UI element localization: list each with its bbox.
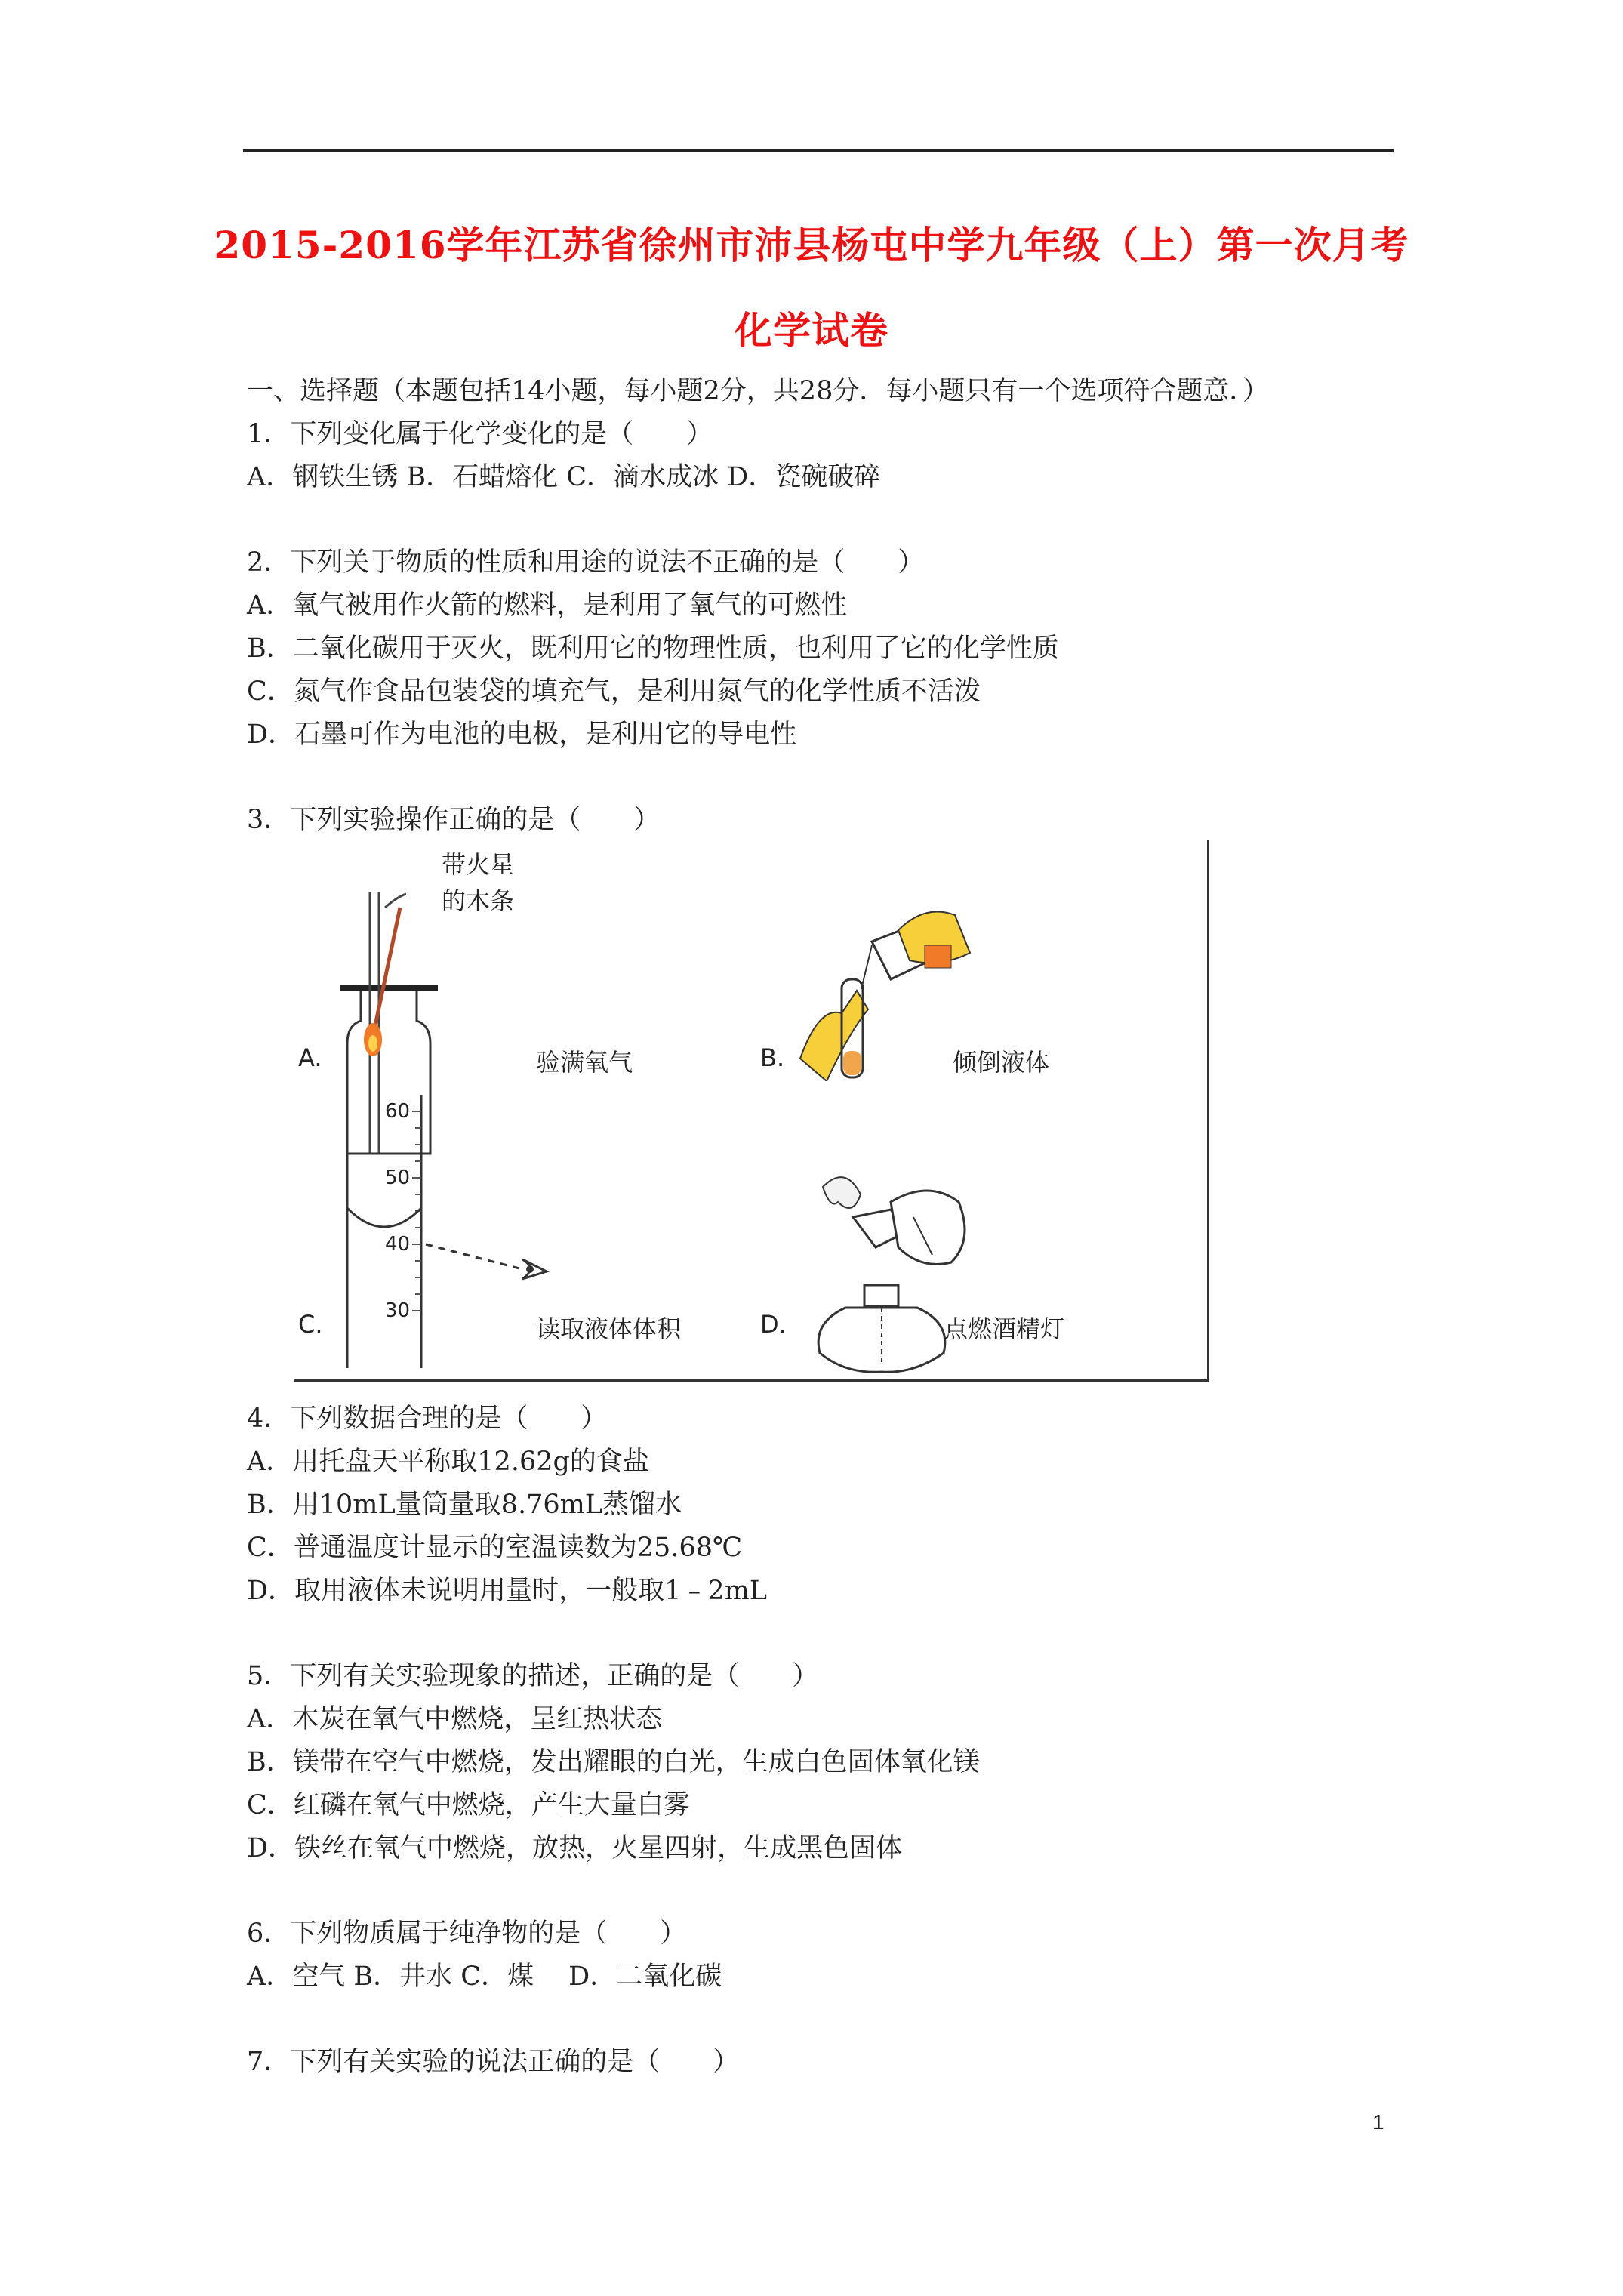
question-5-stem: 5．下列有关实验现象的描述，正确的是（ ） xyxy=(247,1661,819,1691)
option-d-caption: 点燃酒精灯 xyxy=(944,1314,1065,1343)
option-c-letter: C. xyxy=(298,1310,323,1339)
tick-label-30: 30 xyxy=(385,1299,411,1322)
question-4-option-c: C．普通温度计显示的室温读数为25.68℃ xyxy=(247,1533,743,1563)
option-d-letter: D. xyxy=(760,1310,787,1339)
question-4-option-d: D．取用液体未说明用量时，一般取1﹣2mL xyxy=(247,1576,768,1606)
question-5-option-c: C．红磷在氧气中燃烧，产生大量白雾 xyxy=(247,1790,690,1820)
page-number: 1 xyxy=(1372,2110,1384,2134)
alcohol-lamp-illustration xyxy=(800,1172,996,1376)
header-rule xyxy=(243,149,1394,152)
question-4-option-a: A．用托盘天平称取12.62g的食盐 xyxy=(247,1447,649,1477)
question-2-option-c: C．氮气作食品包装袋的填充气，是利用氮气的化学性质不活泼 xyxy=(247,676,981,707)
question-1-options: A．钢铁生锈 B．石蜡熔化 C．滴水成冰 D．瓷碗破碎 xyxy=(247,462,881,492)
page-title-line1: 2015-2016学年江苏省徐州市沛县杨屯中学九年级（上）第一次月考 xyxy=(214,223,1409,267)
question-4-option-b: B．用10mL量筒量取8.76mL蒸馏水 xyxy=(247,1490,682,1520)
question-6-options: A．空气 B．井水 C．煤 D．二氧化碳 xyxy=(247,1962,722,1992)
question-5-option-d: D．铁丝在氧气中燃烧，放热，火星四射，生成黑色固体 xyxy=(247,1833,903,1863)
question-2-option-d: D．石墨可作为电池的电极，是利用它的导电性 xyxy=(247,720,797,750)
question-5-option-a: A．木炭在氧气中燃烧，呈红热状态 xyxy=(247,1704,663,1734)
question-2-option-a: A．氧气被用作火箭的燃料，是利用了氧气的可燃性 xyxy=(247,590,848,621)
wooden-stick-label-1: 带火星 xyxy=(442,850,515,879)
question-6-stem: 6．下列物质属于纯净物的是（ ） xyxy=(247,1918,687,1949)
option-b-caption: 倾倒液体 xyxy=(953,1048,1050,1077)
page-title-line2: 化学试卷 xyxy=(735,308,888,353)
question-3-stem: 3．下列实验操作正确的是（ ） xyxy=(247,805,661,835)
option-b-letter: B. xyxy=(760,1043,785,1072)
option-a-letter: A. xyxy=(298,1043,322,1072)
question-3-figure xyxy=(294,840,1209,1382)
option-c-caption: 读取液体体积 xyxy=(536,1314,682,1343)
question-4-stem: 4．下列数据合理的是（ ） xyxy=(247,1404,608,1434)
question-1-stem: 1．下列变化属于化学变化的是（ ） xyxy=(247,419,713,449)
figure-border-bottom xyxy=(294,1379,1209,1382)
section-heading: 一、选择题（本题包括14小题，每小题2分，共28分．每小题只有一个选项符合题意．） xyxy=(247,376,1269,406)
tick-label-50: 50 xyxy=(385,1166,411,1189)
tick-label-40: 40 xyxy=(385,1233,411,1256)
tick-label-60: 60 xyxy=(385,1100,411,1123)
question-2-option-b: B．二氧化碳用于灭火，既利用它的物理性质，也利用了它的化学性质 xyxy=(247,633,1059,664)
question-5-option-b: B．镁带在空气中燃烧，发出耀眼的白光，生成白色固体氧化镁 xyxy=(247,1747,980,1777)
option-a-caption: 验满氧气 xyxy=(536,1048,633,1077)
question-7-stem: 7．下列有关实验的说法正确的是（ ） xyxy=(247,2047,740,2077)
figure-border-right xyxy=(1207,840,1209,1382)
question-2-stem: 2．下列关于物质的性质和用途的说法不正确的是（ ） xyxy=(247,547,925,578)
wooden-stick-label-2: 的木条 xyxy=(442,886,515,915)
